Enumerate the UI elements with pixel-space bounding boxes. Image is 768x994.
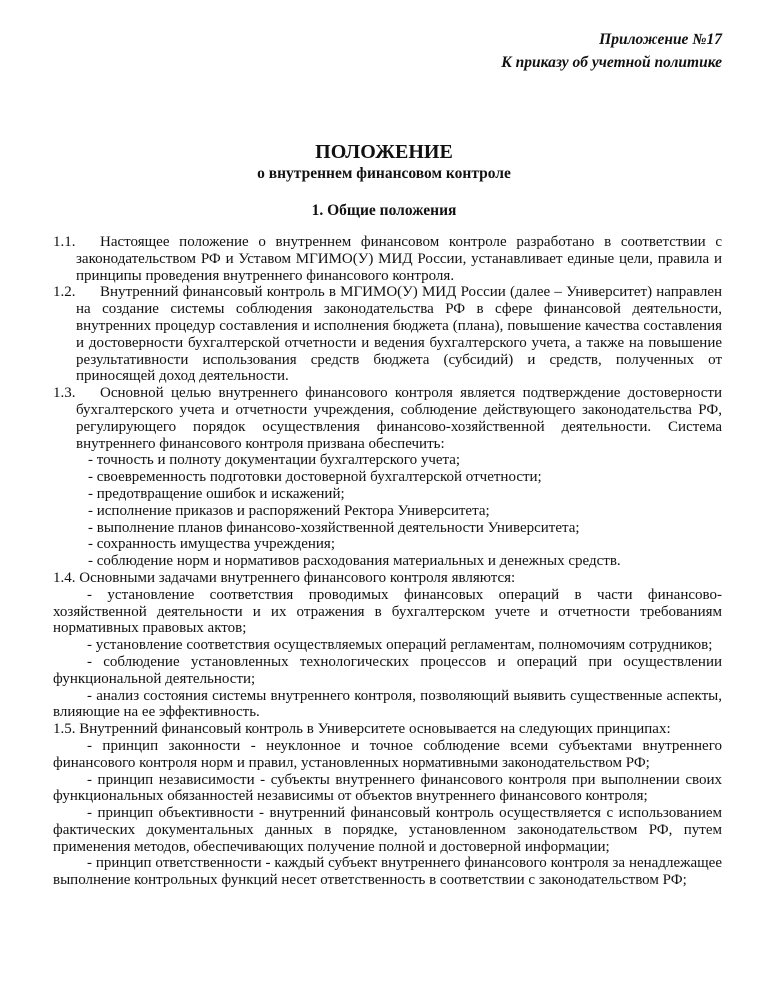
list-item: - сохранность имущества учреждения; bbox=[88, 536, 336, 553]
list-item: - своевременность подготовки достоверной бухгалтерской отчетности; bbox=[88, 469, 542, 486]
list-item: - точность и полноту документации бухгалтерского учета; bbox=[88, 452, 461, 469]
document-body bbox=[53, 234, 722, 889]
clause-1-4: 1.4. Основными задачами внутреннего финансового контроля являются: bbox=[53, 569, 516, 586]
list-item: - установление соответствия осуществляемых операций регламентам, полномочиям сотрудников; bbox=[87, 637, 713, 654]
clause-text: Настоящее положение о внутреннем финансовом контроле разработано в соответствии с законодательством РФ и Уставом МГИМО(У) МИД России, устанавливает единые цели, правила и принципы проведения внутреннего финансового контроля. bbox=[76, 234, 722, 284]
list-item: - исполнение приказов и распоряжений Ректора Университета; bbox=[88, 502, 490, 519]
document-subtitle: о внутреннем финансовом контроле bbox=[257, 165, 511, 182]
order-reference: К приказу об учетной политике bbox=[501, 54, 722, 71]
clause-text: Внутренний финансовый контроль в МГИМО(У) МИД России (далее – Университет) направлен на создание системы соблюдения законодательства РФ в сфере финансовой деятельности, внутренних процедур составления и исполнения бюджета (плана), повышение качества составления и достоверности бухгалтерской отчетности и ведения бухгалтерского учета, а также на повышение результативности использования средств бюджета (субсидий) и средств, полученных от приносящей доход деятельности. bbox=[76, 284, 722, 385]
section-title: 1. Общие положения bbox=[311, 202, 457, 219]
clause-1-2 bbox=[53, 284, 722, 385]
list-item: - принцип независимости - субъекты внутреннего финансового контроля при выполнении своих функциональных обязанностей независимы от объектов внутреннего финансового контроля; bbox=[53, 771, 722, 805]
clause-number: 1.2. bbox=[53, 284, 76, 301]
clause-number: 1.1. bbox=[53, 234, 76, 250]
list-item: - анализ состояния системы внутреннего контроля, позволяющий выявить существенные аспекты, влияющие на ее эффективность. bbox=[53, 687, 722, 721]
list-item: - принцип ответственности - каждый субъект внутреннего финансового контроля за ненадлежащее выполнение контрольных функций несет ответственность в соответствии с законодательством РФ; bbox=[53, 855, 722, 889]
list-item: - принцип объективности - внутренний финансовый контроль осуществляется с использованием фактических документальных данных в порядке, установленном законодательством РФ, путем применения методов, обеспечивающих получение полной и достоверной информации; bbox=[53, 805, 722, 855]
clause-1-5: 1.5. Внутренний финансовый контроль в Университете основывается на следующих принципах: bbox=[53, 721, 671, 738]
list-item: - установление соответствия проводимых финансовых операций в части финансово-хозяйственной деятельности и их отражения в бухгалтерском учете и отчетности требованиям нормативных правовых актов; bbox=[53, 586, 722, 637]
list-item: - принцип законности - неуклонное и точное соблюдение всеми субъектами внутреннего финансового контроля норм и правил, установленных нормативными законодательством РФ; bbox=[53, 737, 722, 771]
clause-number: 1.3. bbox=[53, 385, 76, 402]
list-item: - предотвращение ошибок и искажений; bbox=[88, 485, 345, 502]
list-item: - соблюдение установленных технологических процессов и операций при осуществлении функциональной деятельности; bbox=[53, 653, 722, 687]
appendix-label: Приложение №17 bbox=[599, 31, 722, 48]
list-item: - выполнение планов финансово-хозяйственной деятельности Университета; bbox=[88, 519, 580, 536]
clause-text: Основной целью внутреннего финансового контроля является подтверждение достоверности бухгалтерского учета и отчетности учреждения, соблюдение действующего законодательства РФ, регулирующего порядок осуществления финансово-хозяйственной деятельности. Система внутреннего финансового контроля призвана обеспечить: bbox=[76, 385, 722, 452]
clause-1-1 bbox=[53, 234, 722, 284]
clause-1-3 bbox=[53, 385, 722, 570]
list-item: - соблюдение норм и нормативов расходования материальных и денежных средств. bbox=[88, 553, 621, 570]
document-title: ПОЛОЖЕНИЕ bbox=[315, 141, 453, 163]
